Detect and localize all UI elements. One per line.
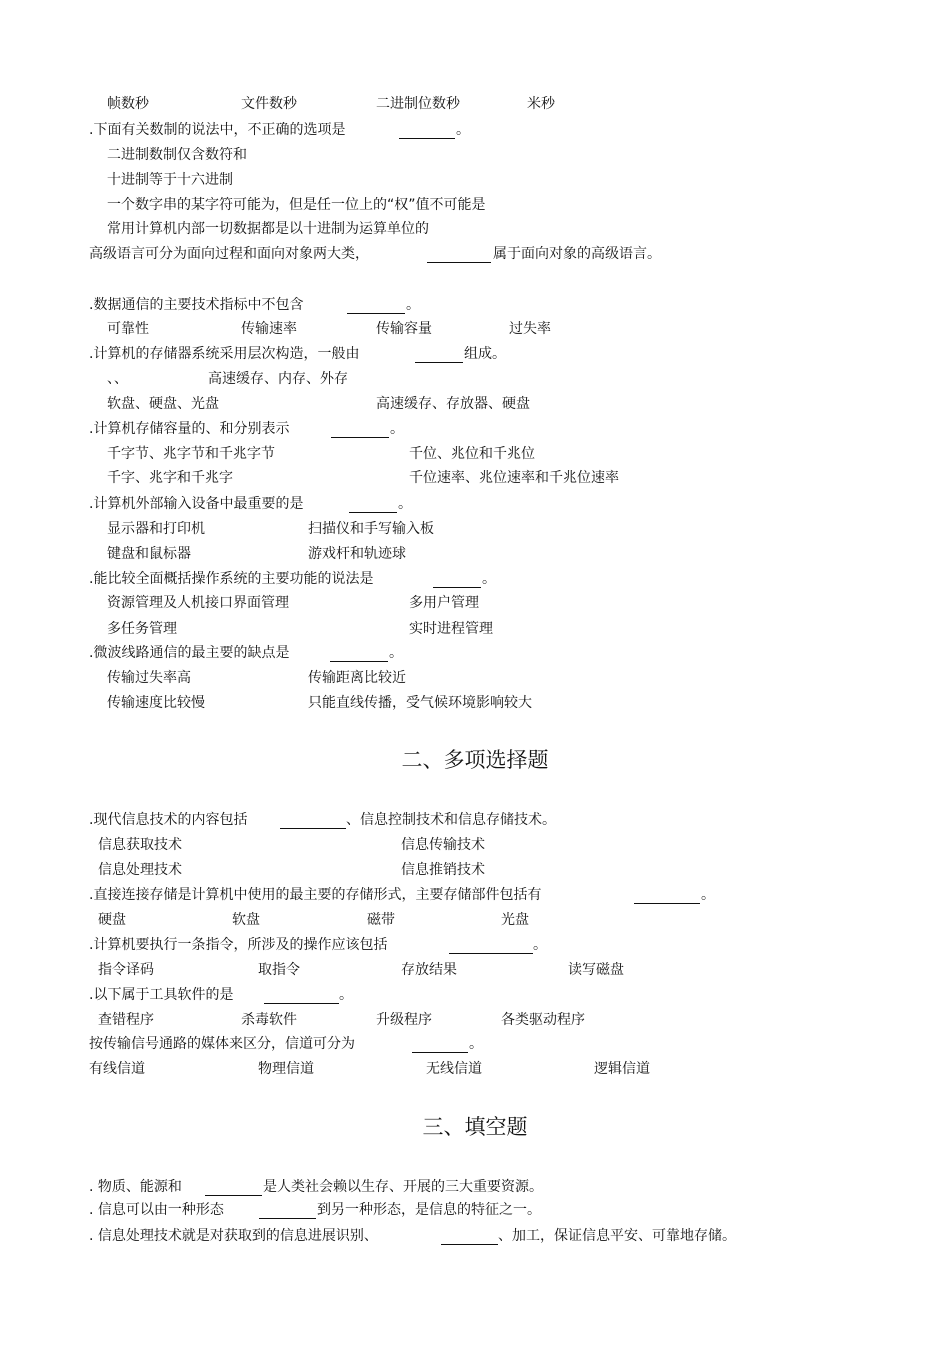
option-b: 十进制等于十六进制 [107, 172, 233, 188]
option-c: 升级程序 [376, 1012, 432, 1028]
answer-blank [349, 512, 397, 513]
option-d: 只能直线传播，受气候环境影响较大 [308, 695, 532, 711]
option-a: 显示器和打印机 [107, 521, 205, 537]
section-heading: 三、填空题 [422, 1115, 528, 1139]
answer-blank [412, 1052, 468, 1053]
question-stem: .现代信息技术的内容包括 [89, 812, 248, 828]
option-d: 光盘 [501, 912, 529, 928]
option-a: 查错程序 [98, 1012, 154, 1028]
question-stem: .微波线路通信的最主要的缺点是 [89, 645, 290, 661]
question-end: 。 [469, 1036, 483, 1052]
question-end: 、信息控制技术和信息存储技术。 [346, 812, 556, 828]
question-stem: 高级语言可分为面向过程和面向对象两大类， [89, 246, 369, 262]
option-c: 存放结果 [401, 962, 457, 978]
section-heading: 二、多项选择题 [401, 748, 549, 772]
option-d: 实时进程管理 [409, 621, 493, 637]
option-c: 传输速度比较慢 [107, 695, 205, 711]
option-a: 有线信道 [89, 1061, 145, 1077]
question-stem: .下面有关数制的说法中，不正确的选项是 [89, 122, 346, 138]
option-b: 信息传输技术 [401, 837, 485, 853]
answer-blank [205, 1195, 262, 1196]
option-d: 信息推销技术 [401, 862, 485, 878]
option-c: 多任务管理 [107, 621, 177, 637]
question-stem: .数据通信的主要技术指标中不包含 [89, 297, 304, 313]
question-end: 。 [533, 937, 547, 953]
option-b: 扫描仪和手写输入板 [308, 521, 434, 537]
option-b: 传输距离比较近 [308, 670, 406, 686]
answer-blank [427, 262, 491, 263]
option-b: 文件数秒 [241, 96, 297, 112]
option-b: 高速缓存、内存、外存 [208, 371, 348, 387]
question-end: 。 [389, 645, 403, 661]
option-d: 高速缓存、存放器、硬盘 [376, 396, 530, 412]
option-b: 软盘 [232, 912, 260, 928]
question-stem: .计算机的存储器系统采用层次构造，一般由 [89, 346, 360, 362]
option-d: 逻辑信道 [594, 1061, 650, 1077]
option-b: 传输速率 [241, 321, 297, 337]
answer-blank [280, 828, 346, 829]
option-c: 二进制位数秒 [376, 96, 460, 112]
option-a: 传输过失率高 [107, 670, 191, 686]
question-stem: . 信息可以由一种形态 [89, 1202, 224, 1218]
option-d: 读写磁盘 [568, 962, 624, 978]
option-c: 传输容量 [376, 321, 432, 337]
option-a: 、、 [107, 371, 128, 387]
option-c: 键盘和鼠标器 [107, 546, 191, 562]
option-b: 多用户管理 [409, 595, 479, 611]
option-a: 千字节、兆字节和千兆字节 [107, 446, 275, 462]
option-d: 过失率 [509, 321, 551, 337]
answer-blank [347, 313, 405, 314]
answer-blank [441, 1244, 498, 1245]
question-stem: .计算机存储容量的、和分别表示 [89, 421, 290, 437]
question-stem: .能比较全面概括操作系统的主要功能的说法是 [89, 571, 374, 587]
option-d: 千位速率、兆位速率和千兆位速率 [409, 470, 619, 486]
answer-blank [399, 138, 455, 139]
option-d: 常用计算机内部一切数据都是以十进制为运算单位的 [107, 221, 429, 237]
question-end: 。 [701, 887, 715, 903]
option-a: 可靠性 [107, 321, 149, 337]
option-d: 各类驱动程序 [501, 1012, 585, 1028]
question-end: 组成。 [464, 346, 506, 362]
option-b: 物理信道 [258, 1061, 314, 1077]
question-stem: . 信息处理技术就是对获取到的信息进展识别、 [89, 1228, 378, 1244]
option-a: 指令译码 [98, 962, 154, 978]
option-c: 千字、兆字和千兆字 [107, 470, 233, 486]
answer-blank [264, 1003, 339, 1004]
answer-blank [634, 903, 700, 904]
question-end: 。 [406, 297, 420, 313]
option-a: 硬盘 [98, 912, 126, 928]
option-b: 千位、兆位和千兆位 [409, 446, 535, 462]
option-c: 软盘、硬盘、光盘 [107, 396, 219, 412]
option-a: 帧数秒 [107, 96, 149, 112]
question-stem: . 物质、能源和 [89, 1179, 182, 1195]
question-end: 到另一种形态，是信息的特征之一。 [317, 1202, 541, 1218]
question-end: 。 [339, 987, 353, 1003]
option-c: 无线信道 [426, 1061, 482, 1077]
answer-blank [259, 1218, 316, 1219]
question-end: 属于面向对象的高级语言。 [493, 246, 661, 262]
question-end: 。 [398, 496, 412, 512]
option-c: 一个数字串的某字符可能为，但是任一位上的“权”值不可能是 [107, 197, 486, 213]
answer-blank [449, 953, 533, 954]
option-c: 信息处理技术 [98, 862, 182, 878]
question-stem: .直接连接存储是计算机中使用的最主要的存储形式，主要存储部件包括有 [89, 887, 542, 903]
question-stem: .计算机外部输入设备中最重要的是 [89, 496, 304, 512]
question-end: 。 [456, 122, 470, 138]
option-c: 磁带 [367, 912, 395, 928]
question-end: 是人类社会赖以生存、开展的三大重要资源。 [263, 1179, 543, 1195]
option-a: 二进制数制仅含数符和 [107, 147, 247, 163]
question-end: 。 [482, 571, 496, 587]
question-stem: .计算机要执行一条指令，所涉及的操作应该包括 [89, 937, 388, 953]
answer-blank [330, 661, 388, 662]
answer-blank [433, 587, 481, 588]
question-stem: .以下属于工具软件的是 [89, 987, 234, 1003]
option-b: 取指令 [258, 962, 300, 978]
question-end: 。 [390, 421, 404, 437]
answer-blank [415, 362, 463, 363]
option-b: 杀毒软件 [241, 1012, 297, 1028]
answer-blank [331, 437, 389, 438]
option-d: 米秒 [527, 96, 555, 112]
option-a: 资源管理及人机接口界面管理 [107, 595, 289, 611]
option-a: 信息获取技术 [98, 837, 182, 853]
question-stem: 按传输信号通路的媒体来区分，信道可分为 [89, 1036, 355, 1052]
question-end: 、加工，保证信息平安、可靠地存储。 [498, 1228, 736, 1244]
option-d: 游戏杆和轨迹球 [308, 546, 406, 562]
